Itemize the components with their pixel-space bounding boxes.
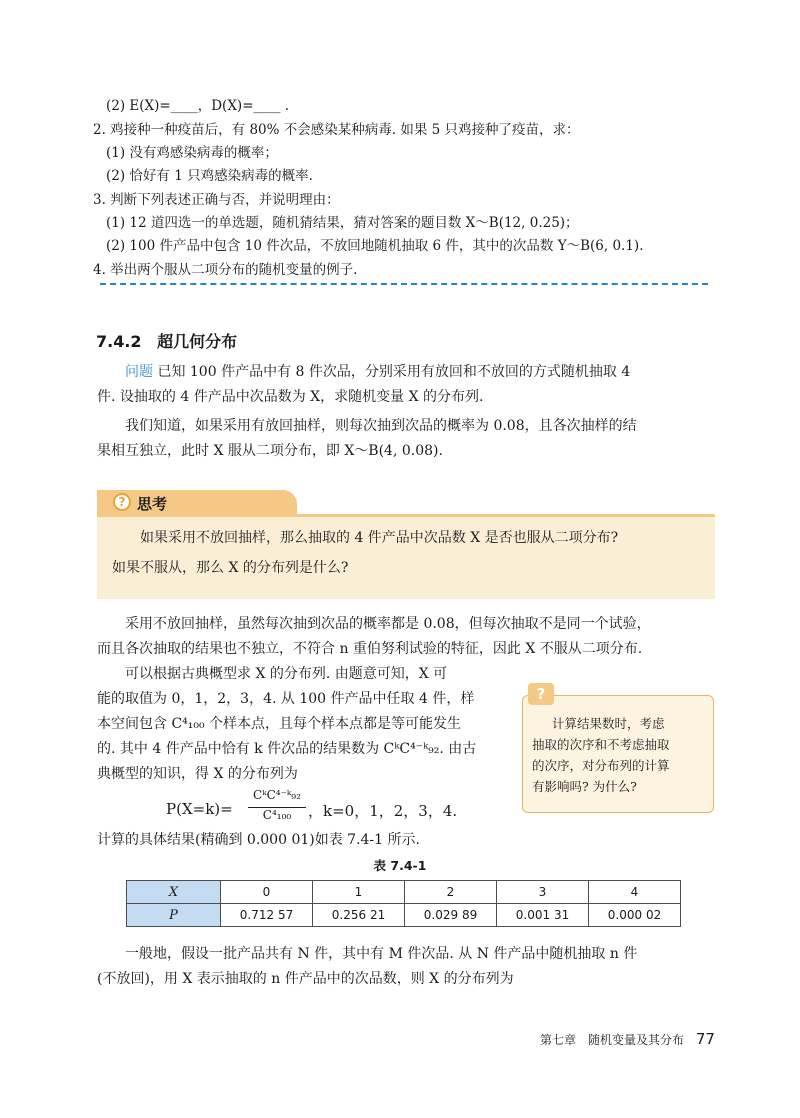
- formula-lhs: P(X=k)=: [166, 800, 233, 818]
- formula-fraction: [248, 788, 306, 822]
- formula-rhs: ，k=0，1，2，3，4.: [308, 802, 458, 820]
- exercise-line: 2. 鸡接种一种疫苗后，有 80% 不会感染某种病毒. 如果 5 只鸡接种了疫苗，求：: [93, 122, 580, 138]
- table-cell: 0.029 89: [405, 904, 497, 927]
- section-title-text: 超几何分布: [157, 332, 238, 351]
- think-line: 如果采用不放回抽样，那么抽取的 4 件产品中次品数 X 是否也服从二项分布?: [140, 530, 619, 546]
- think-line: 如果不服从，那么 X 的分布列是什么?: [112, 560, 349, 576]
- paragraph-line: 本空间包含 C⁴₁₀₀ 个样本点，且每个样本点都是等可能发生: [97, 716, 462, 732]
- exercise-line: 3. 判断下列表述正确与否，并说明理由：: [93, 192, 340, 208]
- formula-denominator: C⁴₁₀₀: [262, 808, 292, 822]
- paragraph-line: 能的取值为 0，1，2，3，4. 从 100 件产品中任取 4 件，样: [97, 691, 475, 707]
- sidenote-line: 计算结果数时，考虑: [552, 716, 665, 731]
- page-footer: [540, 1030, 715, 1048]
- paragraph-line: 而且各次抽取的结果也不独立，不符合 n 重伯努利试验的特征，因此 X 不服从二项分布.: [97, 641, 643, 657]
- exercise-line: (2) 恰好有 1 只鸡感染病毒的概率.: [106, 168, 313, 184]
- section-divider: [100, 283, 708, 285]
- table-caption: 表 7.4-1: [373, 858, 427, 873]
- question-icon: ?: [113, 493, 131, 511]
- table-cell: 0.000 02: [589, 904, 681, 927]
- problem-statement: [97, 360, 713, 385]
- paragraph-line: 可以根据古典概型求 X 的分布列. 由题意可知，X 可: [125, 666, 448, 682]
- paragraph-line: 的. 其中 4 件产品中恰有 k 件次品的结果数为 CᵏC⁴⁻ᵏ₉₂. 由古: [97, 741, 477, 757]
- problem-line2: 件. 设抽取的 4 件产品中次品数为 X，求随机变量 X 的分布列.: [97, 389, 484, 405]
- page-number: 77: [695, 1030, 715, 1048]
- exercise-line: (1) 没有鸡感染病毒的概率；: [106, 145, 278, 161]
- paragraph-line: 一般地，假设一批产品共有 N 件，其中有 M 件次品. 从 N 件产品中随机抽取 n 件: [125, 946, 638, 962]
- section-title: [96, 329, 237, 352]
- fraction-bar: [248, 807, 306, 808]
- think-title: 思考: [137, 495, 168, 513]
- table-cell: 3: [497, 881, 589, 904]
- table-cell: 0.256 21: [313, 904, 405, 927]
- exercise-line: 4. 举出两个服从二项分布的随机变量的例子.: [93, 262, 358, 278]
- table-header-cell: P: [127, 904, 221, 927]
- exercise-line: (2) 100 件产品中包含 10 件次品，不放回地随机抽取 6 件，其中的次品数 Y～B(6, 0.1).: [106, 238, 644, 254]
- table-cell: 2: [405, 881, 497, 904]
- formula-numerator: CᵏC⁴⁻ᵏ₉₂: [253, 788, 301, 802]
- paragraph-line: 计算的具体结果(精确到 0.000 01)如表 7.4-1 所示.: [97, 832, 420, 848]
- table-row: [127, 881, 681, 904]
- paragraph-line: 典概型的知识，得 X 的分布列为: [97, 766, 298, 782]
- table-cell: 0: [221, 881, 313, 904]
- table-cell: 4: [589, 881, 681, 904]
- problem-line1: 已知 100 件产品中有 8 件次品，分别采用有放回和不放回的方式随机抽取 4: [157, 364, 631, 380]
- sidenote-line: 抽取的次序和不考虑抽取: [532, 737, 670, 752]
- table-cell: 0.001 31: [497, 904, 589, 927]
- think-tab-band: [97, 514, 715, 517]
- table-header-cell: X: [127, 881, 221, 904]
- problem-label: 问题: [125, 364, 153, 380]
- exercise-line: (1) 12 道四选一的单选题，随机猜结果，猜对答案的题目数 X～B(12, 0.25)；: [106, 215, 579, 231]
- chapter-label: 第七章 随机变量及其分布: [540, 1033, 685, 1047]
- paragraph-line: 果相互独立，此时 X 服从二项分布，即 X～B(4, 0.08).: [97, 443, 443, 459]
- exercise-line: (2) E(X)=____，D(X)=____ .: [106, 98, 290, 114]
- paragraph-line: 采用不放回抽样，虽然每次抽到次品的概率都是 0.08，但每次抽取不是同一个试验，: [125, 616, 651, 632]
- section-number: 7.4.2: [96, 332, 142, 351]
- table-cell: 0.712 57: [221, 904, 313, 927]
- table-cell: 1: [313, 881, 405, 904]
- sidenote-line: 有影响吗? 为什么?: [532, 779, 637, 794]
- paragraph-line: 我们知道，如果采用有放回抽样，则每次抽到次品的概率为 0.08，且各次抽样的结: [125, 418, 637, 434]
- question-icon: ?: [528, 683, 554, 705]
- distribution-table: [126, 880, 681, 927]
- paragraph-line: (不放回)，用 X 表示抽取的 n 件产品中的次品数，则 X 的分布列为: [97, 971, 514, 987]
- sidenote-line: 的次序，对分布列的计算: [532, 758, 670, 773]
- table-row: [127, 904, 681, 927]
